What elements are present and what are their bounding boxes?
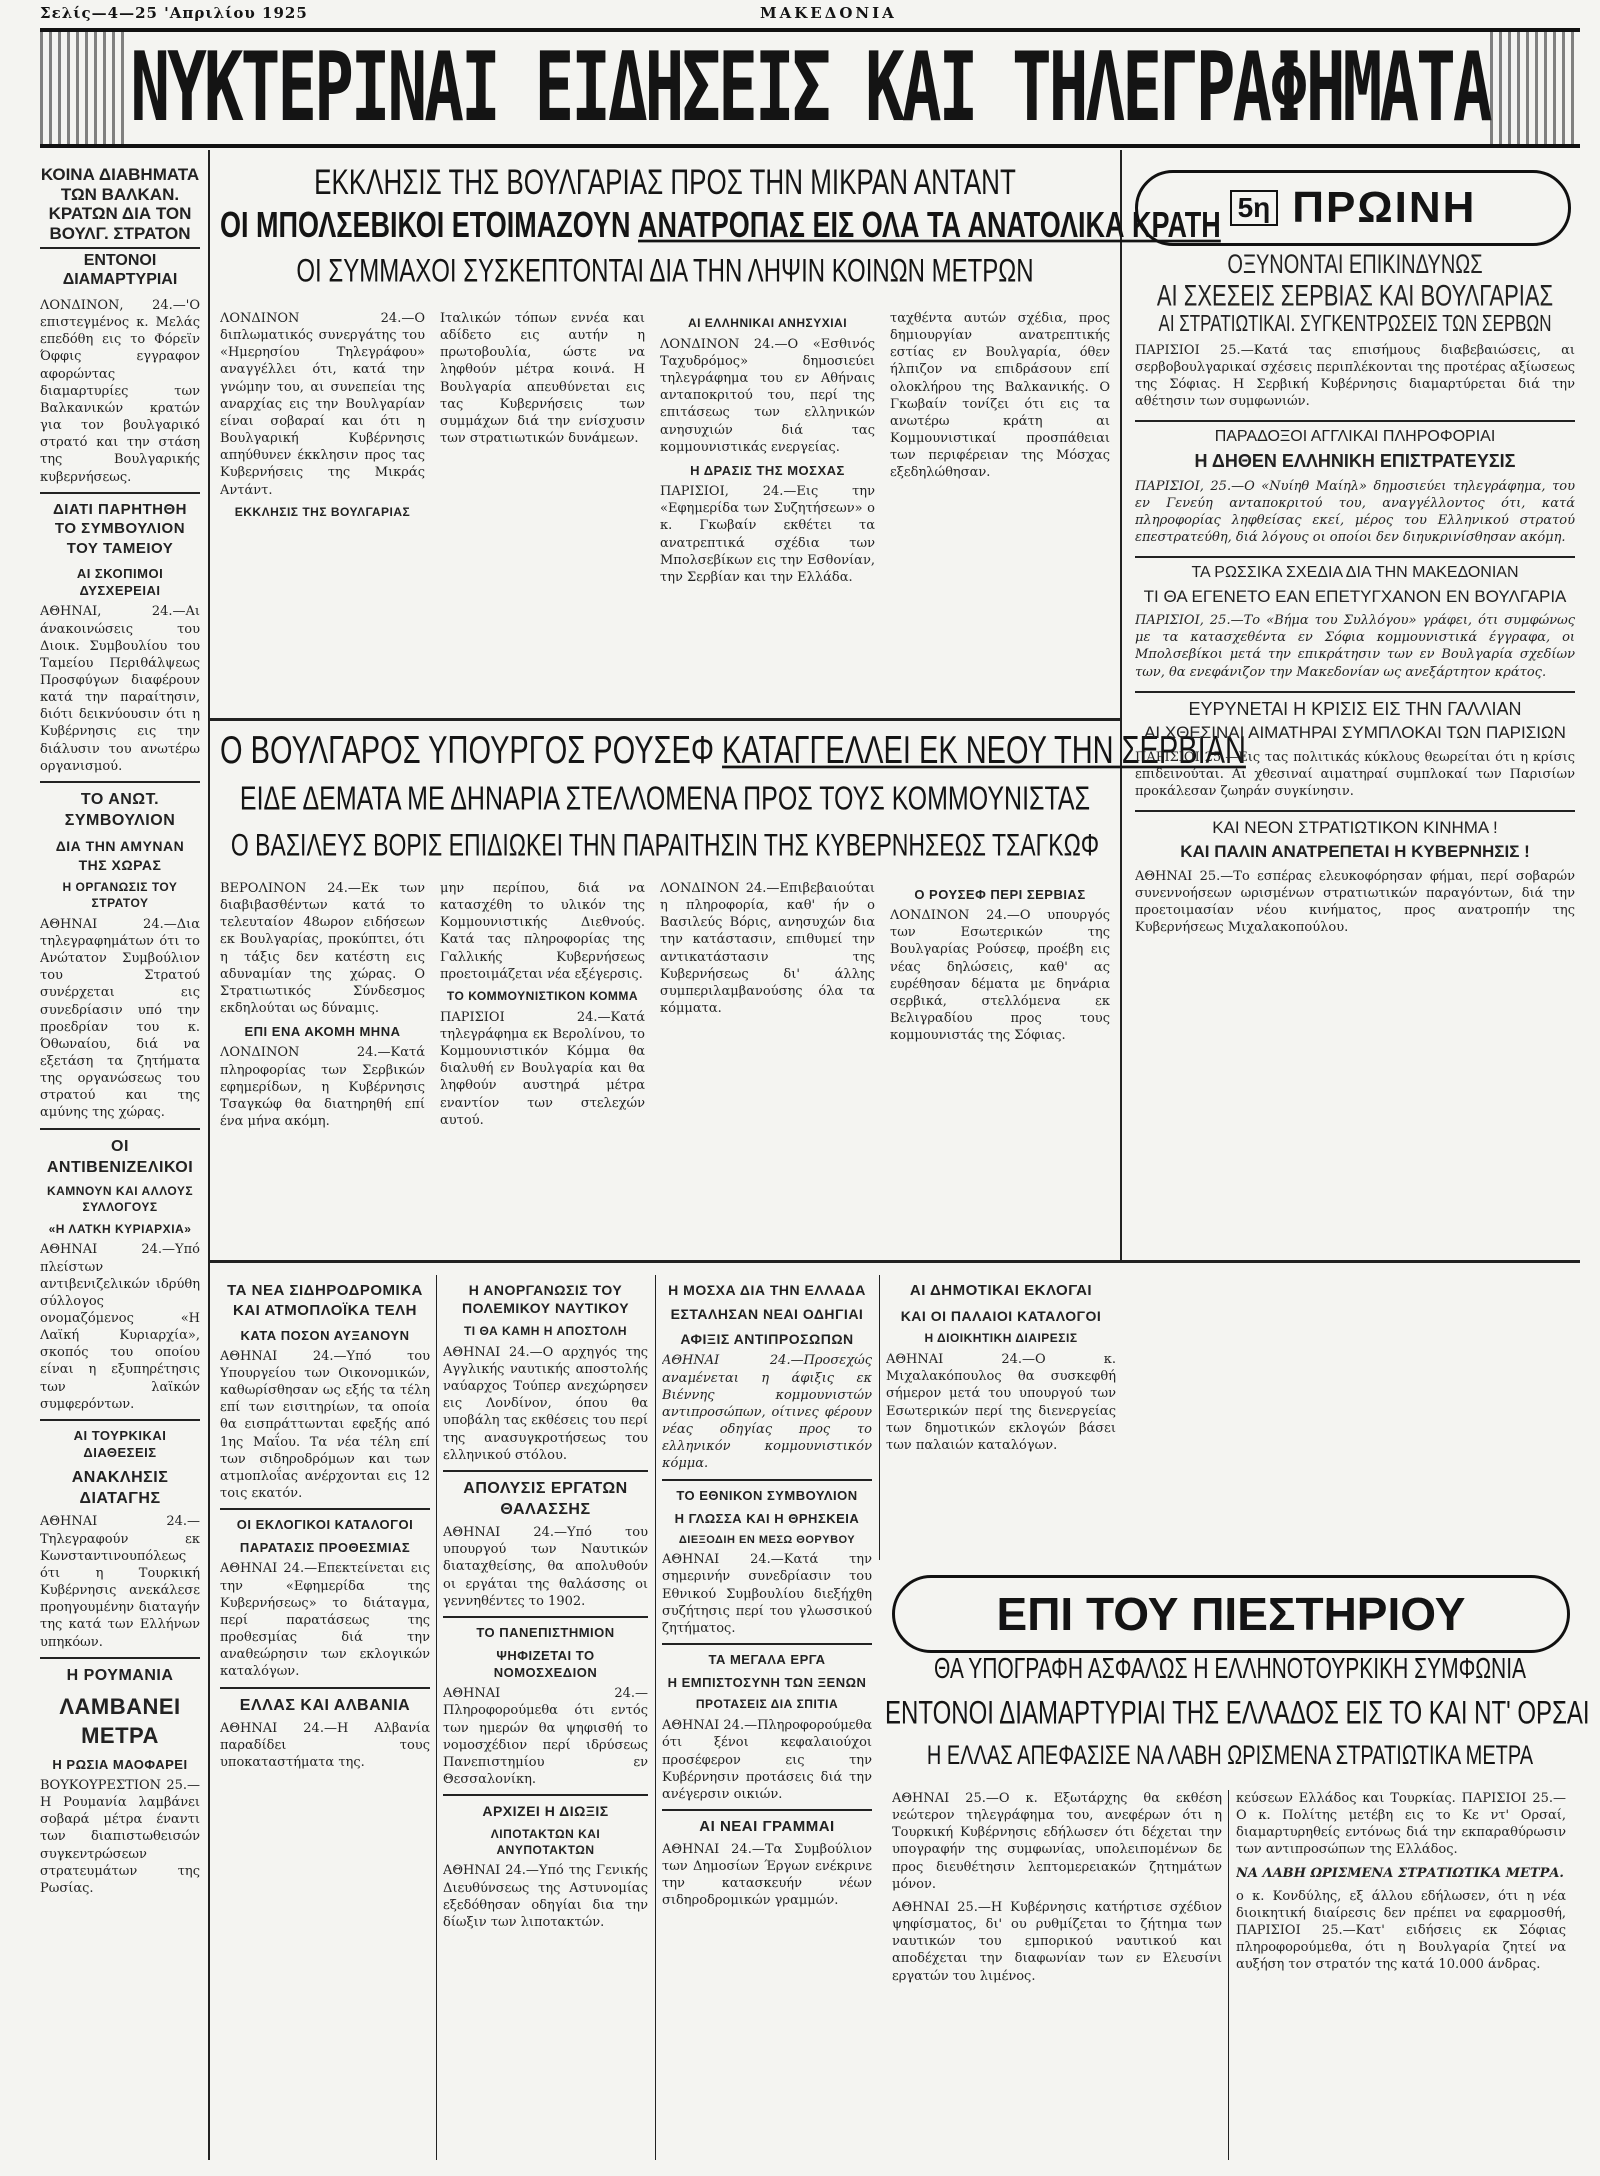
headline: ΤΑ ΝΕΑ ΣΙΔΗΡΟΔΡΟΜΙΚΑ ΚΑΙ ΑΤΜΟΠΛΟΪΚΑ ΤΕΛΗ [227,1282,423,1319]
article-text: ΑΘΗΝΑΙ 24.—Τηλεγραφούν εκ Κωνσταντινουπόλεως ότι η Τουρκική Κυβέρνησις ανεκάλεσε προηγουμένην διαταγήν της κατά των Ελλήνων υπηκόων. [40,1514,200,1650]
headline-main: ΟΙ ΜΠΟΛΣΕΒΙΚΟΙ ΕΤΟΙΜΑΖΟΥΝ ΑΝΑΤΡΟΠΑΣ ΕΙΣ ΟΛΑ ΤΑ ΑΝΑΤΟΛΙΚΑ ΚΡΑΤΗ [220,204,1221,246]
lower-column-3 [662,1275,872,2165]
headline: ΤΟ ΕΘΝΙΚΟΝ ΣΥΜΒΟΥΛΙΟΝ [662,1479,872,1504]
column-rule [879,1275,880,1560]
lower-column-2 [443,1275,648,2165]
masthead-ornament-left [40,32,130,144]
subheadline: ΨΗΦΙΖΕΤΑΙ ΤΟ ΝΟΜΟΣΧΕΔΙΟΝ [493,1648,598,1681]
article-text: ΑΘΗΝΑΙ 24.—Τα Συμβούλιον των Δημοσίων Έργων ενέκρινε την κατασκευήν νέων σιδηροδρομικών γραμμών. [662,1841,872,1909]
subheadline: Η ΟΡΓΑΝΩΣΙΣ ΤΟΥ ΣΤΡΑΤΟΥ [62,880,178,910]
article-text: ΠΑΡΙΣΙΟΙ, 24.—Εις την «Εφημερίδα των Συζητήσεων» ο κ. Γκωβαίν εκθέτει τα ανατρεπτικά σχέδια των Μπολσεβίκων εις την Εσθονίαν, την Σερβίαν και την Ελλάδα. [660,484,875,585]
mid-column-2 [440,880,645,1250]
masthead-title: ΝΥΚΤΕΡΙΝΑΙ ΕΙΔΗΣΕΙΣ ΚΑΙ ΤΗΛΕΓΡΑΦΗΜΑΤΑ [130,31,1490,144]
headline-sub: ΟΙ ΣΥΜΜΑΧΟΙ ΣΥΣΚΕΠΤΟΝΤΑΙ ΔΙΑ ΤΗΝ ΛΗΨΙΝ ΚΟΙΝΩΝ ΜΕΤΡΩΝ [296,253,1034,290]
article-text: ΠΑΡΙΣΙΟΙ, 25.—Το «Βήμα του Συλλόγου» γράφει, ότι συμφώνως με τα κατασχεθέντα εν Σόφια κομμουνιστικά έγγραφα, οι Μπολσεβίκοι μετά την επικράτησιν των εν Βουλγαρία σχεδίων των, θα ενεφάνιζον την Μακεδονίαν ως ανεξάρτητον κράτος. [1135,613,1575,680]
article-text: ΑΘΗΝΑΙ 24.—Υπό πλείστων αντιβενιζελικών ιδρύθη σύλλογος ονομαζόμενος «Η Λαϊκή Κυριαρχία», σκοπός του οποίου είναι η εξυπηρέτησις των λαϊκών συμφερόντων. [40,1242,200,1412]
lower-column-1 [220,1275,430,2165]
article-text: ΑΘΗΝΑΙ 25.—Το εσπέρας ελευκοφόρησαν φήμαι, περί σοβαρών συνεννοήσεων ωρισμένων στρατιωτικών παραγόντων, διά την προετοιμασίαν νέου κινήματος, προς ανατροπήν της Κυβερνήσεως Μιχαλακοπούλου. [1135,868,1575,935]
headline: ΔΙΑΤΙ ΠΑΡΗΤΗΘΗ ΤΟ ΣΥΜΒΟΥΛΙΟΝ ΤΟΥ ΤΑΜΕΙΟΥ [40,492,200,559]
edition-number: 5η [1230,190,1279,226]
subheadline: ΤΙ ΘΑ ΚΑΜΗ Η ΑΠΟΣΤΟΛΗ [463,1323,628,1338]
headline: ΤΟ ΑΝΩΤ. ΣΥΜΒΟΥΛΙΟΝ [40,781,200,831]
subheadline: Η ΓΛΩΣΣΑ ΚΑΙ Η ΘΡΗΣΚΕΙΑ [674,1510,860,1526]
headline: ΠΑΡΑΔΟΞΟΙ ΑΓΓΛΙΚΑΙ ΠΛΗΡΟΦΟΡΙΑΙ [1135,420,1575,446]
article-text: ΑΘΗΝΑΙ 24.—Πληροφορούμεθα ότι εντός των ημερών θα ψηφισθή το νομοσχέδιον περί ιδρύσεως Πανεπιστημίου εν Θεσσαλονίκη. [443,1686,648,1788]
subheadline: ΛΙΠΟΤΑΚΤΩΝ ΚΑΙ ΑΝΥΠΟΤΑΚΤΩΝ [490,1826,601,1857]
subheadline: Ο ΡΟΥΣΕΦ ΠΕΡΙ ΣΕΡΒΙΑΣ [914,887,1086,902]
press-box [892,1575,1570,1653]
headline: ΑΡΧΙΖΕΙ Η ΔΙΩΞΙΣ [443,1794,648,1820]
press-box-title: ΕΠΙ ΤΟΥ ΠΙΕΣΤΗΡΙΟΥ [996,1588,1466,1640]
headline-mid: Ο ΒΟΥΛΓΑΡΟΣ ΥΠΟΥΡΓΟΣ ΡΟΥΣΕΦ ΚΑΤΑΓΓΕΛΛΕΙ ΕΚ ΝΕΟΥ ΤΗΝ ΣΕΡΒΙΑΝ [220,729,1246,773]
section-rule [210,718,1120,721]
subheadline: ΕΝΤΟΝΟΙ ΔΙΑΜΑΡΤΥΡΙΑΙ [40,247,200,289]
headline: ΤΟ ΠΑΝΕΠΙΣΤΗΜΙΟΝ [443,1616,648,1641]
headline-mid-3: Ο ΒΑΣΙΛΕΥΣ ΒΟΡΙΣ ΕΠΙΔΙΩΚΕΙ ΤΗΝ ΠΑΡΑΙΤΗΣΙΝ ΤΗΣ ΚΥΒΕΡΝΗΣΕΩΣ ΤΣΑΓΚΩΦ [230,827,1100,863]
subheadline: Η ΔΡΑΣΙΣ ΤΗΣ ΜΟΣΧΑΣ [690,462,845,478]
center-column-4 [890,310,1110,710]
subheadline: ΑΝΑΚΛΗΣΙΣ ΔΙΑΤΑΓΗΣ [71,1469,169,1508]
mid-column-3 [660,880,875,1250]
edition-badge [1135,170,1571,246]
headline-mid-2: ΕΙΔΕ ΔΕΜΑΤΑ ΜΕ ΔΗΝΑΡΙΑ ΣΤΕΛΛΟΜΕΝΑ ΠΡΟΣ ΤΟΥΣ ΚΟΜΜΟΥΝΙΣΤΑΣ [239,779,1091,818]
right-column [1135,250,1575,1255]
section-rule [210,1260,1580,1263]
headline: ΤΑ ΡΩΣΣΙΚΑ ΣΧΕΔΙΑ ΔΙΑ ΤΗΝ ΜΑΚΕΔΟΝΙΑΝ [1135,556,1575,582]
article-text: ΛΟΝΔΙΝΟΝ 24.—Ο «Εσθινός Ταχυδρόμος» δημοσιεύει τηλεγράφημα του εν Αθήναις ανταποκριτού του, περί της επιτάσεως των ελληνικών ανησυχιών διά τας κομμουνιστικάς ενεργείας. [660,336,875,455]
subheadline: ΕΚΚΛΗΣΙΣ ΤΗΣ ΒΟΥΛΓΑΡΙΑΣ [234,504,411,519]
subheadline: ΑΙ ΧΘΕΣΙΝΑΙ ΑΙΜΑΤΗΡΑΙ ΣΥΜΠΛΟΚΑΙ ΤΩΝ ΠΑΡΙΣΙΩΝ [1144,723,1566,743]
issue-date: Σελίς—4—25 'Απριλίου 1925 [40,4,308,22]
subheadline: ΚΑΜΝΟΥΝ ΚΑΙ ΑΛΛΟΥΣ ΣΥΛΛΟΓΟΥΣ [46,1183,194,1214]
article-text: μην περίπου, διά να κατασχέθη το υλικόν της Κομμουνιστικής Διεθνούς. Κατά τας πληροφορίας της Γαλλικής Κυβερνήσεως προετοιμάζεται νέα εξέγερσις. [440,881,645,982]
column-rule [655,1275,656,2160]
subheadline: ΑΙ ΕΛΛΗΝΙΚΑΙ ΑΝΗΣΥΧΙΑΙ [687,316,848,330]
article-text: Ιταλικών τόπων εννέα και αδίδετο εις αυτήν η πρωτοβουλία, ώστε να ληφθούν μέτρα κοινά. Η Βουλγαρία απευθύνεται εις τας Κυβερνήσεις των συμμάχων διά την ενίσχυσιν των στρατιωτικών δυνάμεων. [440,311,645,447]
column-rule [1228,1790,1229,2160]
subheadline: Η ΔΗΘΕΝ ΕΛΛΗΝΙΚΗ ΕΠΙΣΤΡΑΤΕΥΣΙΣ [1194,450,1516,471]
subheadline: Η ΕΜΠΙΣΤΟΣΥΝΗ ΤΩΝ ΞΕΝΩΝ [667,1675,867,1691]
bottom-headline-1: ΘΑ ΥΠΟΓΡΑΦΗ ΑΣΦΑΛΩΣ Η ΕΛΛΗΝΟΤΟΥΡΚΙΚΗ ΣΥΜΦΩΝΙΑ [933,1653,1527,1685]
headline: ΑΙ ΤΟΥΡΚΙΚΑΙ ΔΙΑΘΕΣΕΙΣ [40,1419,200,1461]
subheadline: ΑΙ ΣΚΟΠΙΜΟΙ ΔΥΣΧΕΡΕΙΑΙ [76,566,164,599]
article-text: ΛΟΝΔΙΝΟΝ 24.—Επιβεβαιούται η πληροφορία, καθ' ήν ο Βασιλεύς Βόρις, ανησυχών δια την κατάστασιν, επιθυμεί την αντικατάστασιν της Κυβερνήσεως δι' άλλης συμπεριλαμβανούσης όλα τα κόμματα. [660,881,875,1017]
subheadline: ΑΙ ΣΤΡΑΤΙΩΤΙΚΑΙ. ΣΥΓΚΕΝΤΡΩΣΕΙΣ ΤΩΝ ΣΕΡΒΩΝ [1158,310,1552,337]
headline: Η ΡΟΥΜΑΝΙΑ [40,1657,200,1686]
headline: ΟΙ ΕΚΛΟΓΙΚΟΙ ΚΑΤΑΛΟΓΟΙ [220,1508,430,1533]
article-text: ΛΟΝΔΙΝΟΝ 24.—Ο διπλωματικός συνεργάτης του «Ημερησίου Τηλεγράφου» αναγγέλλει ότι, κατά την γνώμην του, αι συνεπείαι της αναρχίας εις την Βουλγαρίαν είναι σοβαραί και ότι η Βουλγαρική Κυβέρνησις απηύθυνεν έκκλησιν προς τας Κυβερνήσεις της Μικράς Αντάντ. [220,311,425,498]
headline: ΑΙ ΝΕΑΙ ΓΡΑΜΜΑΙ [662,1809,872,1837]
article-emphasis: ΝΑ ΛΑΒΗ ΩΡΙΣΜΕΝΑ ΣΤΡΑΤΙΩΤΙΚΑ ΜΕΤΡΑ. [1236,1865,1564,1881]
article-text: κεύσεων Ελλάδος και Τουρκίας. ΠΑΡΙΣΙΟΙ 25.—Ο κ. Πολίτης μετέβη εις το Κε ντ' Ορσαί, διαμαρτυρηθείς εντόνως διά την εκπαραθύρωσιν των αντιπροσώπων της Ελλάδος. [1236,1791,1566,1858]
article-text: ΠΑΡΙΣΙΟΙ, 25.—Ο «Νυίηθ Μαίηλ» δημοσιεύει τηλεγράφημα, του εν Γενεύη ανταποκριτού του, αναγγέλλοντος ότι, κατά πληροφορίας ληφθείσας εκεί, μέρος του Ελληνικού στρατού επεστρατεύθη, διά λόγους οι οποίοι δεν διηυκρινίσθησαν ακόμη. [1135,478,1575,546]
bottom-column-2 [1236,1790,1566,2160]
date-line [40,4,1580,26]
article-text: ΑΘΗΝΑΙ 24.—Υπό του Υπουργείου των Οικονομικών, καθωρίσθησαν ως εξής τα τέλη επί των εισιτηρίων, τα οποία θα εισπράττωνται εφεξής από 1ης Μαΐου. Τα νέα τέλη επί των σιδηροδρόμων και των ατμοπλοΐας ανέρχονται εις 12 τοις εκατόν. [220,1348,430,1501]
article-text: ΑΘΗΝΑΙ 25.—Η Κυβέρνησις κατήρτισε σχέδιον ψηφίσματος, δι' ου ρυθμίζεται το ζήτημα των ναυτικών του εμπορικού ναυτικού και αποδέχεται την διαφωνίαν των εν Ελευσίνι εργατών του λιμένος. [892,1899,1222,1984]
subheadline: ΛΑΜΒΑΝΕΙ ΜΕΤΡΑ [59,1693,181,1748]
subheadline: ΤΙ ΘΑ ΕΓΕΝΕΤΟ ΕΑΝ ΕΠΕΤΥΓΧΑΝΟΝ ΕΝ ΒΟΥΛΓΑΡΙΑ [1143,586,1567,606]
subheadline: ΔΙΕΞΟΔΙΗ ΕΝ ΜΕΣΩ ΘΟΡΥΒΟΥ [678,1533,856,1546]
article-text: ΑΘΗΝΑΙ 24.—Ο κ. Μιχαλακόπουλος θα συσκεφθή σήμερον μετά του υπουργού των Εσωτερικών περί της διενεργείας των δημοτικών εκλογών βάσει των παλαιών καταλόγων. [886,1352,1116,1453]
center-column-1 [220,310,425,710]
mid-column-1 [220,880,425,1250]
article-text: ΑΘΗΝΑΙ 24.—Δια τηλεγραφημάτων ότι το Ανώτατον Συμβούλιον του Στρατού συνέρχεται εις συνεδρίασιν υπό την προεδρίαν του κ. Όθωναίου, διά να εξετάση τα ζητήματα της οργανώσεως του στρατού και της αμύνης της χώρας. [40,916,200,1121]
subheadline: Η ΔΙΟΙΚΗΤΙΚΗ ΔΙΑΙΡΕΣΙΣ [924,1331,1078,1346]
column-rule [208,150,210,2160]
article-text: ΠΑΡΙΣΙΟΙ 25.—Εις τας πολιτικάς κύκλους θεωρείται ότι η κρίσις επιδεινούται. Αι χθεσιναί αιματηραί συμπλοκαί των Παρισίων προκάλεσαν ζωηράν συγκίνησιν. [1135,749,1575,800]
headline: ΟΞΥΝΟΝΤΑΙ ΕΠΙΚΙΝΔΥΝΩΣ [1227,250,1483,280]
headline: ΚΟΙΝΑ ΔΙΑΒΗΜΑΤΑ ΤΩΝ ΒΑΛΚΑΝ. ΚΡΑΤΩΝ ΔΙΑ ΤΟΝ ΒΟΥΛΓ. ΣΤΡΑΤΟΝ [40,165,200,243]
subheadline: ΑΦΙΞΙΣ ΑΝΤΙΠΡΟΣΩΠΩΝ [680,1330,854,1347]
article-text: ΑΘΗΝΑΙ 24.—Κατά την σημερινήν συνεδρίασιν του Εθνικού Συμβουλίου διεξήχθη συζήτησις περί του γλωσσικού ζητήματος. [662,1552,872,1636]
article-text: ΑΘΗΝΑΙ 24.—Προσεχώς αναμένεται η άφιξις εκ Βιέννης κομμουνιστών αντιπροσώπων, οίτινες φέρουν νέας οδηγίας προς το ελληνικόν κομμουνιστικόν κόμμα. [662,1353,872,1472]
article-text: ΑΘΗΝΑΙ 24.—Πληροφορούμεθα ότι ξένοι κεφαλαιούχοι προσέφερον εις την Κυβέρνησιν προτάσεις διά την ανέγερσιν οικιών. [662,1718,872,1802]
subheadline: ΤΟ ΚΟΜΜΟΥΝΙΣΤΙΚΟΝ ΚΟΜΜΑ [446,988,639,1003]
headline: Η ΑΝΟΡΓΑΝΩΣΙΣ ΤΟΥ ΠΟΛΕΜΙΚΟΥ ΝΑΥΤΙΚΟΥ [461,1282,630,1317]
column-rule [436,1275,437,2160]
article-text: ΑΘΗΝΑΙ 25.—Ο κ. Εξωτάρχης θα εκθέση νεώτερον τηλεγράφημα του, ανεφέρων ότι η Τουρκική Κυβέρνησις εδήλωσεν ότι δέχεται την υπογραφήν της συμφωνίας, υπολειπομένων δε προς διευθέτησιν λεπτομερειακών ζητημάτων μόνον. [892,1791,1222,1892]
article-text: ΠΑΡΙΣΙΟΙ 25.—Κατά τας επισήμους διαβεβαιώσεις, αι σερβοβουλγαρικαί σχέσεις περιπλέκονται της προτέρας αξίωσεως της Σόφιας. Η Σερβική Κυβέρνησις διαμαρτύρεται διά την αθέτησιν των συμφωνιών. [1135,342,1575,410]
article-text: ΛΟΝΔΙΝΟΝ 24.—Κατά πληροφορίας των Σερβικών εφημερίδων, η Κυβέρνησις Τσαγκώφ θα διατηρηθή επί ένα μήνα ακόμη. [220,1045,425,1130]
headline: ΑΠΟΛΥΣΙΣ ΕΡΓΑΤΩΝ ΘΑΛΑΣΣΗΣ [443,1470,648,1520]
headline: ΤΑ ΜΕΓΑΛΑ ΕΡΓΑ [662,1643,872,1668]
headline: Η ΜΟΣΧΑ ΔΙΑ ΤΗΝ ΕΛΛΑΔΑ [668,1282,866,1298]
article-text: ταχθέντα αυτών σχέδια, προς δημιουργίαν ανατρεπτικής εστίας εν Βουλγαρία, όθεν ήλπιζον να επιδράσουν επί ολοκλήρου της Βαλκανικής. Ο Γκωβαίν τονίζει ότι εις τα ανωτέρω κράτη αι Κομμουνιστικαί προσπάθειαι των περιφέρειαν της Μόσχας εξεδηλώθησαν. [890,311,1110,481]
article-text: ΑΘΗΝΑΙ 24.—Υπό της Γενικής Διευθύνσεως της Αστυνομίας εξεδόθησαν οδηγίαι δια την δίωξιν των λιποτακτών. [443,1863,648,1930]
paper-name: ΜΑΚΕΔΟΝΙΑ [760,4,897,22]
subheadline: ΚΑΙ ΟΙ ΠΑΛΑΙΟΙ ΚΑΤΑΛΟΓΟΙ [900,1307,1102,1324]
article-text: ΠΑΡΙΣΙΟΙ 24.—Κατά τηλεγράφημα εκ Βερολίνου, το Κομμουνιστικόν Κόμμα θα διαλυθή εν Βουλγαρία και θα ληφθούν αυστηρά μέτρα εναντίον των στελεχών αυτού. [440,1009,645,1128]
left-column [40,165,200,2165]
headline: ΟΙ ΑΝΤΙΒΕΝΙΖΕΛΙΚΟΙ [40,1128,200,1178]
bottom-headline-2: ΕΝΤΟΝΟΙ ΔΙΑΜΑΡΤΥΡΙΑΙ ΤΗΣ ΕΛΛΑΔΟΣ ΕΙΣ ΤΟ ΚΑΙ ΝΤ' ΟΡΣΑΙ [885,1695,1590,1732]
headline: ΕΛΛΑΣ ΚΑΙ ΑΛΒΑΝΙΑ [220,1687,430,1716]
subheadline: ΕΠΙ ΕΝΑ ΑΚΟΜΗ ΜΗΝΑ [244,1024,401,1040]
article-text: ΑΘΗΝΑΙ 24.—Υπό του υπουργού των Ναυτικών διαταχθείσης, θα απολυθούν οι εργάται της θαλάσσης οι γεννηθέντες το 1902. [443,1525,648,1609]
subheadline: ΚΑΙ ΠΑΛΙΝ ΑΝΑΤΡΕΠΕΤΑΙ Η ΚΥΒΕΡΝΗΣΙΣ ! [1180,841,1530,861]
headline-top: ΕΚΚΛΗΣΙΣ ΤΗΣ ΒΟΥΛΓΑΡΙΑΣ ΠΡΟΣ ΤΗΝ ΜΙΚΡΑΝ ΑΝΤΑΝΤ [314,161,1016,202]
subheadline: ΠΡΟΤΑΣΕΙΣ ΔΙΑ ΣΠΙΤΙΑ [695,1697,839,1712]
masthead [40,28,1580,148]
mid-column-4 [890,880,1110,1250]
article-text: ΑΘΗΝΑΙ 24.—Επεκτείνεται εις την «Εφημερίδα της Κυβερνήσεως» το διάταγμα, περί παρατάσεως της προθεσμίας διά την αναθεώρησιν των εκλογικών καταλόγων. [220,1561,430,1680]
article-text: ΒΟΥΚΟΥΡΕΣΤΙΟΝ 25.—Η Ρουμανία λαμβάνει σοβαρά μέτρα έναντι των διαπιστωθεισών συγκεντρώσεων στρατευμάτων της Ρωσίας. [40,1778,200,1896]
subheadline: Η ΡΩΣΙΑ ΜΑΟΦΑΡΕΙ [52,1756,188,1772]
center-column-2 [440,310,645,710]
article-text: ΛΟΝΔΙΝΟΝ, 24.—'Ο επιστεγμένος κ. Μελάς επεδόθη εις το Φόρεϊν Όφφις εγγραφον αφορώντας διαμαρτυρίες των Βαλκανικών κρατών για τον βουλγαρικό στρατό και την στάση της Βουλγαρικής κυβερνήσεως. [40,297,200,485]
headline: ΑΙ ΣΧΕΣΕΙΣ ΣΕΡΒΙΑΣ ΚΑΙ ΒΟΥΛΓΑΡΙΑΣ [1156,278,1554,313]
bottom-column-1 [892,1790,1222,2160]
subheadline: ΔΙΑ ΤΗΝ ΑΜΥΝΑΝ ΤΗΣ ΧΩΡΑΣ [55,838,185,873]
subheadline: «Η ΛΑΤΚΗ ΚΥΡΙΑΡΧΙΑ» [48,1221,192,1236]
bottom-headline-3: Η ΕΛΛΑΣ ΑΠΕΦΑΣΙΣΕ ΝΑ ΛΑΒΗ ΩΡΙΣΜΕΝΑ ΣΤΡΑΤΙΩΤΙΚΑ ΜΕΤΡΑ [926,1740,1534,1771]
article-text: ΑΘΗΝΑΙ 24.—Ο αρχηγός της Αγγλικής ναυτικής αποστολής ναύαρχος Τούπερ ανεχώρησεν εις Λονδίνον, όπου θα υποβάλη τας εκθέσεις του περί της ανασυγκροτήσεως του ελληνικού στόλου. [443,1344,648,1463]
center-column-3 [660,310,875,710]
edition-word: ΠΡΩΙΝΗ [1292,183,1477,232]
column-rule [1120,150,1122,1260]
headline: ΚΑΙ ΝΕΟΝ ΣΤΡΑΤΙΩΤΙΚΟΝ ΚΙΝΗΜΑ ! [1135,810,1575,838]
subheadline: ΚΑΤΑ ΠΟΣΟΝ ΑΥΞΑΝΟΥΝ [240,1327,410,1343]
article-text: ΑΘΗΝΑΙ 24.—Η Αλβανία παραδίδει τους υποκαταστήματα της. [220,1720,430,1770]
article-text: ΒΕΡΟΛΙΝΟΝ 24.—Εκ των διαβιβασθέντων κατά το τελευταίον 48ωρον ειδήσεων εκ Βουλγαρίας, προκύπτει, ότι η τάξις δεν κατέστη εις αδυναμίαν της χώρας. Ο Στρατιωτικός Σύνδεσμος εκδηλούται ως δύναμις. [220,881,425,1017]
subheadline: ΕΣΤΑΛΗΣΑΝ ΝΕΑΙ ΟΔΗΓΙΑΙ [670,1306,864,1323]
article-text: ΑΘΗΝΑΙ, 24.—Αι άνακοινώσεις του Διοικ. Συμβουλίου του Ταμείου Περιθάλψεως Προσφύγων διαφέρουν κατά την παραίτησιν, διότι δεικνύουσιν ότι η Κυβέρνησις εις την διάλυσιν του ανωτέρω οργανισμού. [40,604,200,774]
article-text: ο κ. Κονδύλης, εξ άλλου εδήλωσεν, ότι η νέα διοικητική διαίρεσις δεν πρέπει να εφαρμοσθή, ΠΑΡΙΣΙΟΙ 25.—Κατ' ειδήσεις εκ Σόφιας πληροφορούμεθα, ότι η Βουλγαρία ζητεί να αυξήση τον στρατόν της κατά 10.000 άνδρας. [1236,1888,1566,1973]
subheadline: ΠΑΡΑΤΑΣΙΣ ΠΡΟΘΕΣΜΙΑΣ [239,1540,411,1556]
masthead-ornament-right [1490,32,1580,144]
headline: ΕΥΡΥΝΕΤΑΙ Η ΚΡΙΣΙΣ ΕΙΣ ΤΗΝ ΓΑΛΛΙΑΝ [1135,691,1575,720]
lower-column-4 [886,1275,1116,1555]
article-text: ΛΟΝΔΙΝΟΝ 24.—Ο υπουργός των Εσωτερικών της Βουλγαρίας Ρούσεφ, προέβη εις νέας δηλώσεις, καθ' ας ευρέθησαν δέματα με δηνάρια σερβικά, στελλόμενα εκ Βελιγραδίου προς τους κομμουνιστάς της Σόφιας. [890,908,1110,1044]
headline: ΑΙ ΔΗΜΟΤΙΚΑΙ ΕΚΛΟΓΑΙ [909,1282,1093,1299]
